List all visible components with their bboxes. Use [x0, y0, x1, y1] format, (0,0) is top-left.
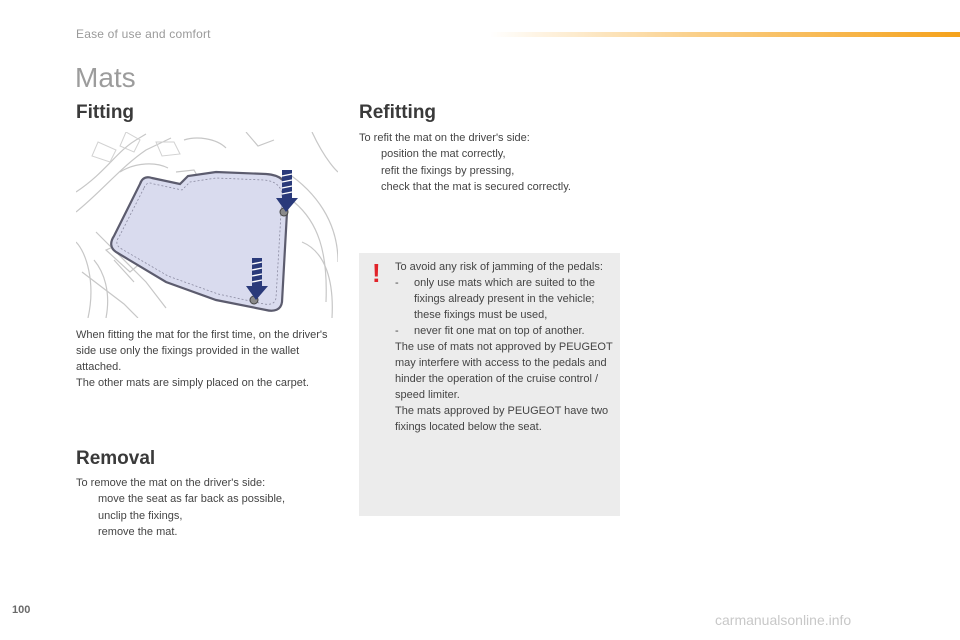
fitting-text-1: When fitting the mat for the first time, on the driver's side use only the fixings provided in the wallet attached. [76, 329, 328, 373]
warning-box [359, 253, 620, 516]
watermark: carmanualsonline.info [715, 612, 852, 628]
warning-text [395, 259, 613, 435]
removal-intro: To remove the mat on the driver's side: [76, 477, 266, 489]
refitting-step: check that the mat is secured correctly. [381, 181, 571, 193]
refitting-step: refit the fixings by pressing, [381, 164, 515, 177]
fitting-text-2: The other mats are simply placed on the carpet. [76, 377, 309, 389]
warning-para-2: The mats approved by PEUGEOT have two fixings located below the seat. [395, 405, 609, 433]
header-accent-bar [490, 32, 960, 37]
fitting-text [76, 327, 338, 391]
page-title: Mats [75, 62, 136, 93]
fitting-heading: Fitting [76, 102, 135, 123]
warning-icon: ! [372, 258, 381, 288]
warning-para-1: The use of mats not approved by PEUGEOT may interfere with access to the pedals and hinder the operation of the cruise control / speed limiter. [395, 341, 613, 401]
refitting-intro: To refit the mat on the driver's side: [359, 132, 530, 144]
refitting-steps [359, 146, 571, 196]
removal-heading: Removal [76, 448, 156, 469]
warning-bullet: - only use mats which are suited to the fixings already present in the vehicle; these fixings must be used, [395, 277, 595, 321]
warning-bullet: - never fit one mat on top of another. [395, 325, 585, 337]
removal-step: move the seat as far back as possible, [98, 493, 286, 505]
refitting-heading: Refitting [359, 102, 437, 123]
section-label: Ease of use and comfort [76, 27, 211, 41]
warning-intro: To avoid any risk of jamming of the pedals: [395, 261, 603, 273]
removal-steps [76, 491, 285, 541]
refitting-step: position the mat correctly, [381, 148, 506, 160]
removal-step: unclip the fixings, [98, 509, 183, 522]
mat-fitting-illustration [76, 132, 338, 318]
page-number: 100 [12, 604, 31, 616]
removal-step: remove the mat. [98, 526, 178, 538]
